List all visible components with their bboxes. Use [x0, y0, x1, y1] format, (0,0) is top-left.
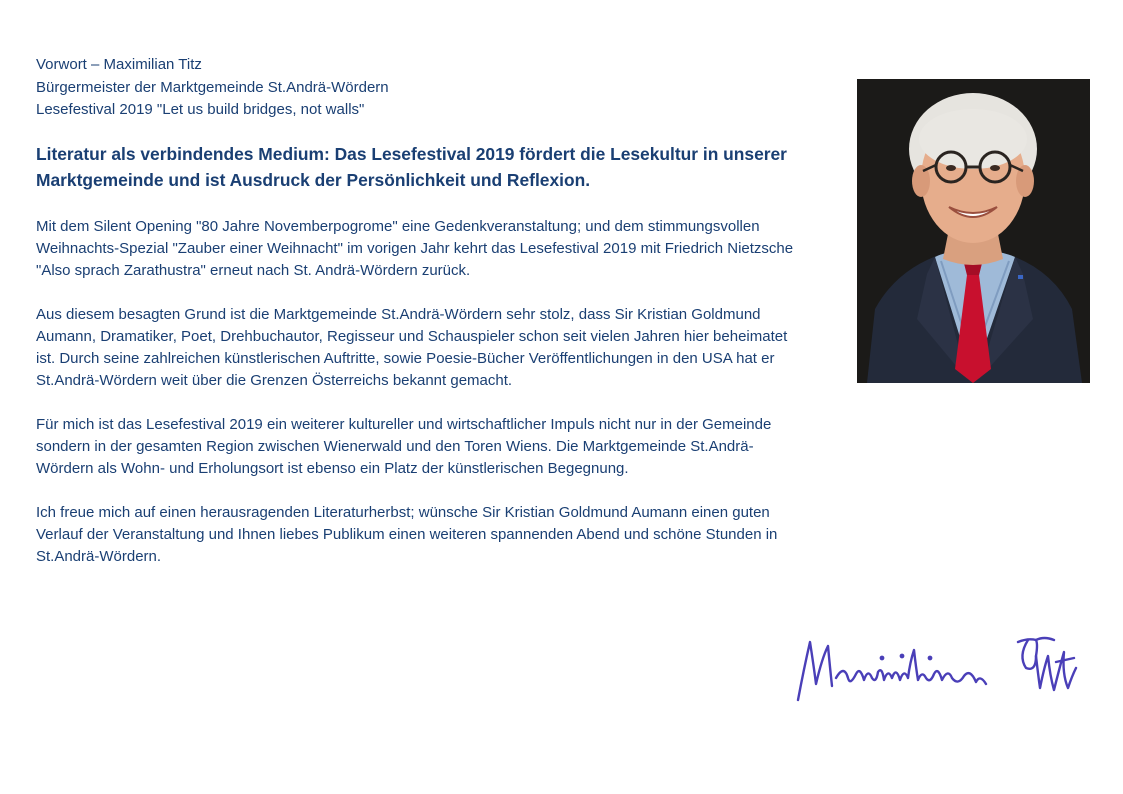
preface-header	[36, 54, 796, 122]
paragraph-2: Aus diesem besagten Grund ist die Marktgemeinde St.Andrä-Wördern sehr stolz, dass Sir Kristian Goldmund Aumann, Dramatiker, Poet, Drehbuchautor, Regisseur und Schauspieler schon seit vielen Jahren hier beheimatet ist. Durch seine zahlreichen künstlerischen Auftritte, sowie Poesie-Bücher Veröffentlichungen in den USA hat er St.Andrä-Wördern weit über die Grenzen Österreichs bekannt gemacht.	[36, 306, 788, 389]
body-text	[36, 216, 796, 590]
festival-title: Lesefestival 2019 "Let us build bridges, not walls"	[36, 101, 365, 118]
mayor-portrait	[857, 79, 1090, 383]
preface-title: Vorwort – Maximilian Titz	[36, 56, 202, 73]
paragraph-1: Mit dem Silent Opening "80 Jahre Novemberpogrome" eine Gedenkveranstaltung; und dem stimmungsvollen Weihnachts-Spezial "Zauber einer Weihnacht" im vorigen Jahr kehrt das Lesefestival 2019 mit Friedrich Nietzsche "Also sprach Zarathustra" erneut nach St. Andrä-Wördern zurück.	[36, 218, 794, 279]
paragraph-3: Für mich ist das Lesefestival 2019 ein weiterer kultureller und wirtschaftlicher Impuls nicht nur in der Gemeinde sondern in der gesamten Region zwischen Wienerwald und den Toren Wiens. Die Marktgemeinde St.Andrä-Wördern als Wohn- und Erholungsort ist ebenso ein Platz der künstlerischen Begegnung.	[36, 416, 772, 477]
paragraph-4: Ich freue mich auf einen herausragenden Literaturherbst; wünsche Sir Kristian Goldmund Aumann einen guten Verlauf der Veranstaltung und Ihnen liebes Publikum einen weiteren spannenden Abend und schöne Stunden in St.Andrä-Wördern.	[36, 504, 778, 565]
portrait-illustration	[857, 79, 1090, 383]
signature-drawing	[792, 628, 1084, 708]
author-role: Bürgermeister der Marktgemeinde St.Andrä-Wördern	[36, 78, 389, 96]
headline: Literatur als verbindendes Medium: Das Lesefestival 2019 fördert die Lesekultur in unserer Marktgemeinde und ist Ausdruck der Persönlichkeit und Reflexion.	[36, 144, 787, 190]
signature	[792, 628, 1084, 708]
